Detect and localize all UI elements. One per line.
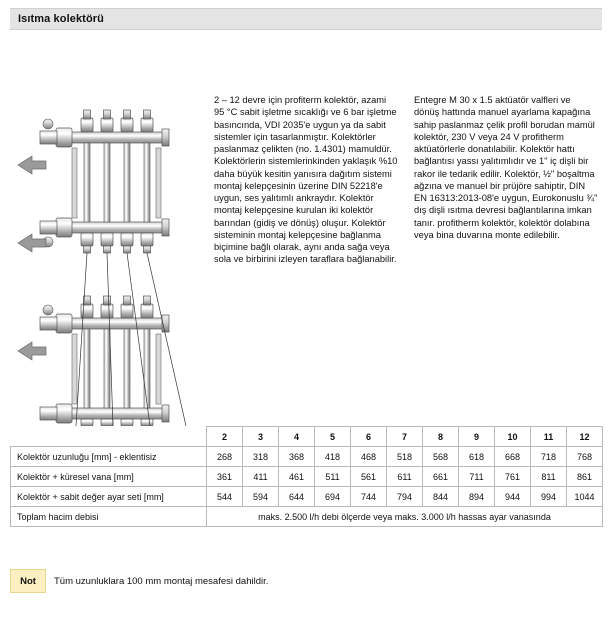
circuit-count-2: 2 [207,427,243,447]
cell: 811 [531,467,567,487]
cell: 861 [567,467,603,487]
flow-arrow-bottom [18,342,46,360]
total-flow-value: maks. 2.500 l/h debi ölçerde veya maks. 3.000 l/h hassas ayar vanasında [207,507,603,527]
manifold-assembly-top [40,110,169,253]
cell: 718 [531,447,567,467]
row-label-length-ball-valve: Kolektör + küresel vana [mm] [11,467,207,487]
cell: 461 [279,467,315,487]
content-area [10,36,602,593]
table-row [11,487,603,507]
cell: 411 [243,467,279,487]
cell: 644 [279,487,315,507]
note-tag: Not [10,569,46,593]
cell: 661 [423,467,459,487]
figure-and-text [10,36,602,426]
circuit-count-7: 7 [387,427,423,447]
dimension-leader-lines [76,253,186,426]
cell: 318 [243,447,279,467]
specification-table [10,426,603,527]
circuit-count-9: 9 [459,427,495,447]
row-label-total-flow: Toplam hacim debisi [11,507,207,527]
description-columns [206,36,602,266]
cell: 511 [315,467,351,487]
manifold-diagram-svg [10,36,206,426]
cell: 418 [315,447,351,467]
flow-arrow-top [18,156,46,174]
note-block [10,569,602,593]
circuit-count-6: 6 [351,427,387,447]
note-text: Tüm uzunluklara 100 mm montaj mesafesi dahildir. [54,575,269,587]
row-label-length-fixed-value-set: Kolektör + sabit değer ayar seti [mm] [11,487,207,507]
manifold-assembly-middle [70,252,165,263]
manifold-assembly-bottom [40,296,169,426]
cell: 611 [387,467,423,487]
row-label-length-plain: Kolektör uzunluğu [mm] - eklentisiz [11,447,207,467]
description-right-text: Entegre M 30 x 1.5 aktüatör valfleri ve dönüş hattında manuel ayarlama kapağına sahip paslanmaz çelik profil borudan mamül kolektör, 230 V veya 24 V profitherm aktüatörlerle donatılabilir. Kolektör hattı bağlantısı yassı yalıtımlıdır ve 1" iç dişli bir rakor ile tedarik edilir. Kolektör, ½" boşaltma ağzına ve manuel bir prüjöre sahiptir, DIN EN 16313:2013-08'e uygun, Eurokonuslu ¾" dış dişli ısıtma devresi bağlantılarına imkan tanır. profitherm kolektör, kolektör dolabına veya bina duvarına monte edilebilir. [414,95,598,240]
circuit-count-4: 4 [279,427,315,447]
page-title: Isıtma kolektörü [18,13,104,25]
cell: 761 [495,467,531,487]
table-row-total-flow [11,507,603,527]
cell: 268 [207,447,243,467]
circuit-count-12: 12 [567,427,603,447]
cell: 944 [495,487,531,507]
table-row [11,467,603,487]
circuit-count-5: 5 [315,427,351,447]
circuit-count-8: 8 [423,427,459,447]
document-page [10,8,602,593]
description-left-text: 2 – 12 devre için profiterm kolektör, azami 95 °C sabit işletme sıcaklığı ve 6 bar işletme basıncında, VDI 2035'e uygun ya da sabit sistemler için tasarlanmıştır. Kolektörler paslanmaz çelikten (no. 1.4301) mamuldür. Kolektörlerin sistemlerinkinden yaklaşık %10 daha büyük kesitin yanısıra dağıtım sistemi montaj kelepçesinin üzerine DIN 52218'e uygun, ses yalıtımlı ankraydır. Kolektör montaj kelepçesine kurulan iki kolektör barından (gidiş ve dönüş) oluşur. Kolektör sisteminin montaj kelepçesine bağlanma biçimine bağlı olarak, aynı anda sağa veya sola ve birbirini izleyen taraflara bağlanabilir. [214,95,398,265]
section-title-bar [10,8,602,30]
cell: 594 [243,487,279,507]
cell: 544 [207,487,243,507]
circuit-count-10: 10 [495,427,531,447]
cell: 568 [423,447,459,467]
description-left [214,94,398,266]
cell: 518 [387,447,423,467]
flow-arrow-middle [18,234,46,252]
circuit-count-3: 3 [243,427,279,447]
cell: 368 [279,447,315,467]
table-row [11,447,603,467]
cell: 668 [495,447,531,467]
manifold-figure [10,36,206,426]
header-blank-cell [11,427,207,447]
cell: 694 [315,487,351,507]
cell: 844 [423,487,459,507]
cell: 468 [351,447,387,467]
cell: 894 [459,487,495,507]
table-header-row [11,427,603,447]
cell: 618 [459,447,495,467]
cell: 361 [207,467,243,487]
circuit-count-11: 11 [531,427,567,447]
description-right [414,94,598,266]
cell: 994 [531,487,567,507]
cell: 1044 [567,487,603,507]
cell: 561 [351,467,387,487]
cell: 794 [387,487,423,507]
cell: 711 [459,467,495,487]
cell: 744 [351,487,387,507]
cell: 768 [567,447,603,467]
